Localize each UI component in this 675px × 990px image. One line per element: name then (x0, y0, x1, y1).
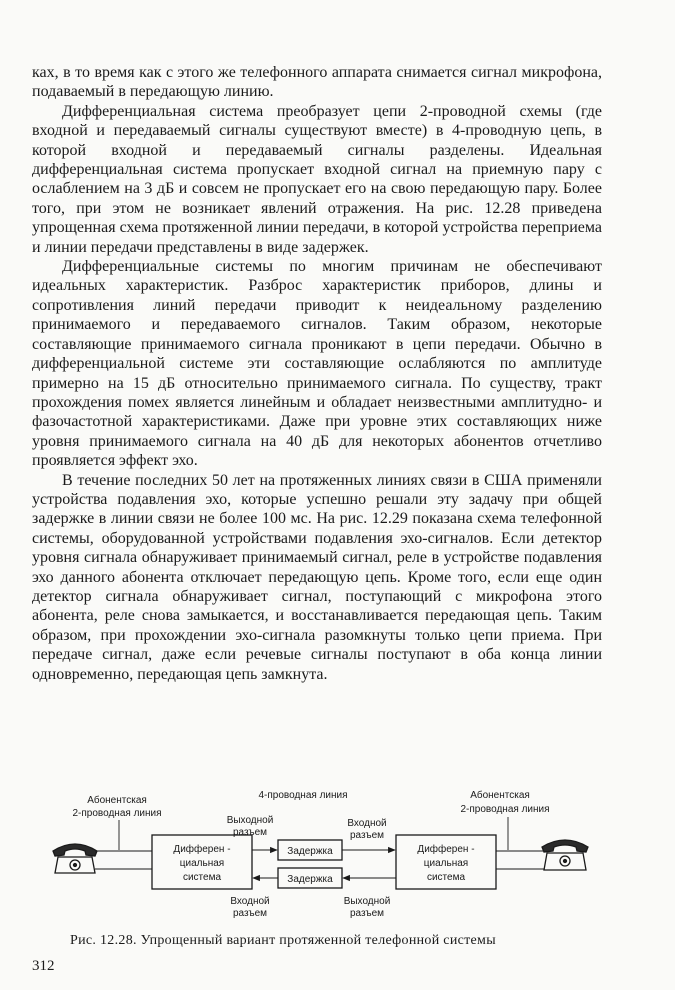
right-hybrid-label-1: Дифферен - (417, 844, 475, 855)
out-jack-bottom-2: разъем (349, 908, 385, 919)
left-hybrid-label-1: Дифферен - (173, 844, 231, 855)
in-jack-top-1: Входной (347, 818, 387, 829)
left-hybrid-label-2: циальная (179, 858, 225, 869)
left-line-label-2: 2-проводная линия (72, 808, 162, 819)
paragraph-continuation: ках, в то время как с этого же телефонного аппарата снимается сигнал микрофона, подаваемый в передающую линию. (32, 64, 602, 101)
in-jack-top-2: разъем (349, 830, 385, 841)
left-line-label-1: Абонентская (87, 795, 147, 806)
right-hybrid-label-2: циальная (423, 858, 469, 869)
out-jack-top-2: разъем (232, 827, 268, 838)
paragraph-echo-suppressors: В течение последних 50 лет на протяженных линиях связи в США применяли устройства подавления эхо, которые успешно решали эту задачу при общей задержке в линии связи не более 100 мс. На рис. 12.29 показана схема телефонной системы, оборудованной устройствами подавления эхо-сигналов. Если детектор уровня сигнала обнаруживает принимаемый сигнал, реле в устройстве подавления эхо данного абонента отключает передающую цепь. Кроме того, если еще один детектор сигнала обнаруживает сигнал, поступающий с микрофона этого абонента, реле снова замыкается, и восстанавливается передающая цепь. Таким образом, при прохождении эхо-сигнала разомкнуты только цепи приема. При передаче сигнал, даже если речевые сигналы поступают в оба конца линии одновременно, передающая цепь замкнута. (32, 471, 602, 683)
paragraph-hybrid-imperfections: Дифференциальные системы по многим причинам не обеспечивают идеальных характеристик. Разброс характеристик приборов, длины и сопротивления линий передачи приводит к неидеальному разделению принимаемого и передаваемого сигналов. Таким образом, некоторые составляющие принимаемого сигнала проникают в цепи передачи. Обычно в дифференциальной системе эти составляющие ослабляются по амплитуде примерно на 15 дБ относительно принимаемого сигнала. По существу, тракт прохождения помех является линейным и обладает неизвестными амплитудно- и фазочастотной характеристиками. Даже при уровне этих составляющих ниже уровня принимаемого сигнала на 40 дБ для некоторых абонентов отчетливо проявляется эффект эхо. (32, 258, 602, 470)
out-jack-bottom-1: Выходной (343, 896, 391, 907)
right-telephone-icon (542, 840, 588, 870)
left-hybrid-label-3: система (182, 872, 222, 883)
out-jack-top-1: Выходной (226, 815, 274, 826)
figure-12-28-diagram (45, 785, 605, 925)
page-number: 312 (32, 958, 55, 974)
paragraph-hybrid-system: Дифференциальная система преобразует цепи 2-проводной схемы (где входной и передаваемый сигналы существуют вместе) в 4-проводную цепь, в которой входной и передаваемый сигналы разделены. Идеальная дифференциальная система пропускает входной сигнал на приемную пару с ослаблением на 3 дБ и совсем не пропускает его на свою передающую пару. Более того, при этом не возникает явлений отражения. На рис. 12.28 приведена упрощенная схема протяженной линии передачи, в которой устройства переприема и линии передачи представлены в виде задержек. (32, 102, 602, 256)
in-jack-bottom-1: Входной (230, 896, 270, 907)
right-line-label-1: Абонентская (470, 790, 530, 801)
figure-caption: Рис. 12.28. Упрощенный вариант протяженной телефонной системы (70, 933, 496, 948)
body-text (32, 63, 602, 684)
in-jack-bottom-2: разъем (232, 908, 268, 919)
right-line-label-2: 2-проводная линия (460, 804, 550, 815)
right-hybrid-label-3: система (426, 872, 466, 883)
delay-top-label: Задержка (287, 846, 333, 857)
left-telephone-icon (53, 844, 97, 873)
four-wire-label: 4-проводная линия (258, 790, 348, 801)
delay-bottom-label: Задержка (287, 874, 333, 885)
